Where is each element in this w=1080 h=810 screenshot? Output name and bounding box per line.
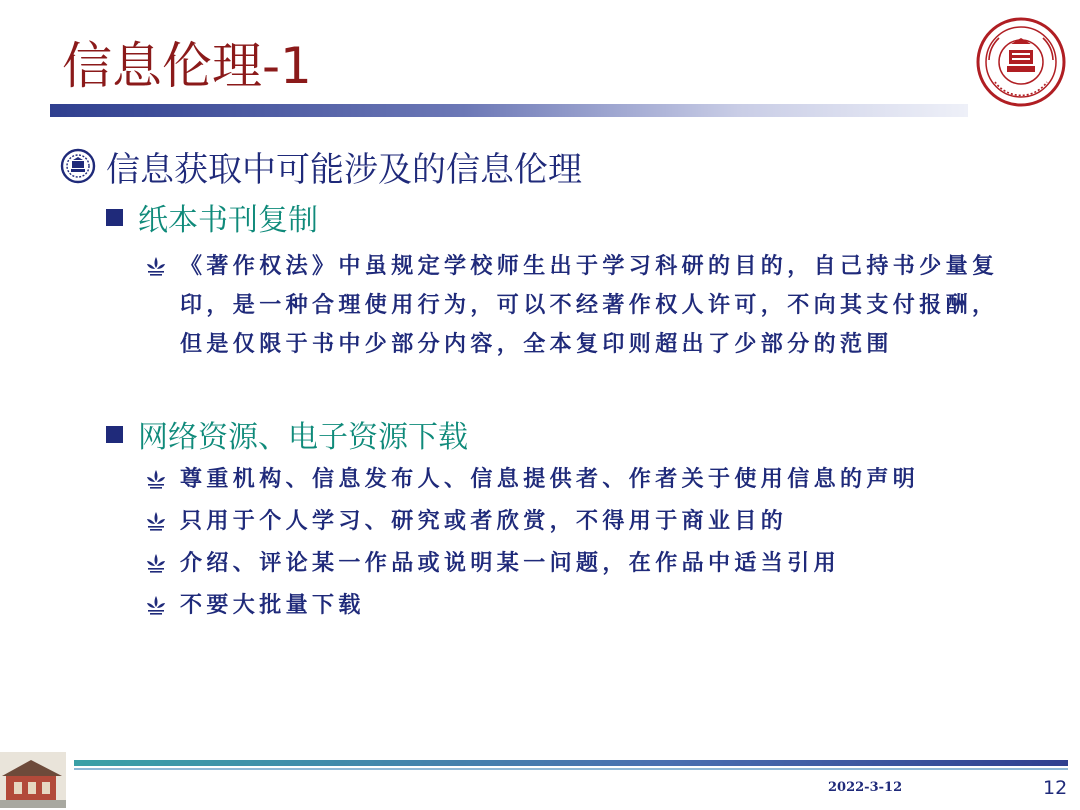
fleur-bullet-icon — [144, 466, 168, 490]
list-item-text: 介绍、评论某一作品或说明某一问题，在作品中适当引用 — [180, 550, 841, 576]
fleur-bullet-icon — [144, 253, 168, 277]
list-item-text: 不要大批量下载 — [180, 592, 365, 618]
slide-title: 信息伦理-1 — [62, 37, 312, 95]
main-bullet-text: 信息获取中可能涉及的信息伦理 — [106, 149, 582, 190]
footer-rule-thin — [74, 768, 1068, 770]
campus-photo-icon — [0, 752, 66, 808]
list-item — [144, 586, 1024, 625]
fleur-bullet-icon — [144, 592, 168, 616]
list-item-text: 《著作权法》中虽规定学校师生出于学习科研的目的，自己持书少量复印，是一种合理使用行为，可以不经著作权人许可，不向其支付报酬，但是仅限于书中少部分内容，全本复印则超出了少部分的范围 — [180, 253, 999, 357]
footer-date: 2022-3-12 — [828, 780, 903, 795]
title-underline — [50, 104, 968, 117]
list-item — [144, 460, 1024, 499]
seal-bullet-icon — [60, 148, 96, 184]
section-heading-download — [106, 414, 468, 454]
list-item — [144, 247, 1024, 364]
square-bullet-icon — [106, 426, 123, 443]
square-bullet-icon — [106, 209, 123, 226]
list-item — [144, 544, 1024, 583]
section-heading-text: 纸本书刊复制 — [138, 203, 318, 238]
list-item — [144, 502, 1024, 541]
university-seal-icon — [975, 16, 1067, 108]
footer-rule — [74, 760, 1068, 766]
list-item-text: 只用于个人学习、研究或者欣赏，不得用于商业目的 — [180, 508, 788, 534]
fleur-bullet-icon — [144, 550, 168, 574]
section-heading-print-copy — [106, 197, 318, 237]
page-number: 12 — [1043, 777, 1068, 799]
fleur-bullet-icon — [144, 508, 168, 532]
section-heading-text: 网络资源、电子资源下载 — [138, 420, 468, 455]
main-bullet — [60, 146, 582, 190]
list-item-text: 尊重机构、信息发布人、信息提供者、作者关于使用信息的声明 — [180, 466, 920, 492]
